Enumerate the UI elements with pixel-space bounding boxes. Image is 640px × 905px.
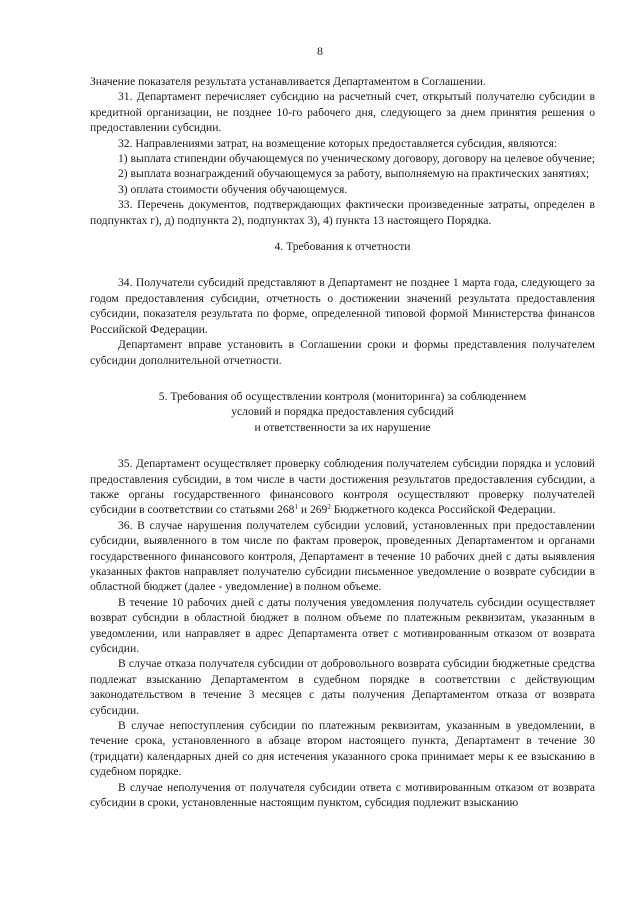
paragraph-31: 31. Департамент перечисляет субсидию на расчетный счет, открытый получателю субсидии в кредитной организации, не позднее 10-го рабочего дня, следующего за днем принятия решения о предоставлении субсидии.	[90, 90, 595, 135]
paragraph-35-text-1: 35. Департамент осуществляет проверку соблюдения получателем субсидии порядка и условий предоставления субсидии, в том числе в части достижения результатов предоставления субсидии, а также органы государственного финансового контроля осуществляют проверку получателей субсидии в соответствии со статьями 268	[90, 457, 595, 517]
section-5-heading-line-1: 5. Требования об осуществлении контроля (мониторинга) за соблюдением	[158, 389, 527, 403]
list-item-1: 1) выплата стипендии обучающемуся по ученическому договору, договору на целевое обучение;	[118, 152, 595, 166]
list-item-3: 3) оплата стоимости обучения обучающемуся.	[118, 182, 348, 196]
paragraph-36-return: В течение 10 рабочих дней с даты получения уведомления получатель субсидии осуществляет возврат субсидии в областной бюджет в полном объеме по платежным реквизитам, указанным в уведомлении, или направляет в адрес Департамента ответ с мотивированным отказом от возврата субсидии.	[90, 595, 595, 655]
paragraph-36-nonreceipt: В случае непоступления субсидии по платежным реквизитам, указанным в уведомлении, в течение срока, установленного в абзаце втором настоящего пункта, Департамент в течение 30 (тридцати) календарных дней со дня истечения указанного срока принимает меры к ее взысканию в судебном порядке.	[90, 719, 595, 779]
paragraph-33: 33. Перечень документов, подтверждающих фактически произведенные затраты, определен в подпунктах г), д) подпункта 2), подпунктах 3), 4) пункта 13 настоящего Порядка.	[90, 198, 595, 227]
paragraph-36: 36. В случае нарушения получателем субсидии условий, установленных при предоставлении субсидии, выявленного в том числе по фактам проверок, проведенных Департаментом и органами государственного финансового контроля, Департамент в течение 10 рабочих дней с даты выявления указанных фактов направляет получателю субсидии письменное уведомление о возврате субсидии в областной бюджет (далее - уведомление) в полном объеме.	[90, 518, 595, 594]
paragraph-result-value: Значение показателя результата устанавливается Департаментом в Соглашении.	[90, 75, 486, 88]
section-5-heading	[90, 389, 595, 435]
page-content	[90, 74, 595, 810]
paragraph-36-refusal: В случае отказа получателя субсидии от добровольного возврата субсидии бюджетные средства подлежат взысканию Департаментом в судебном порядке в соответствии с действующим законодательством в течение 3 месяцев с даты получения Департаментом отказа от возврата субсидии.	[90, 657, 595, 717]
superscript-2: 2	[327, 503, 331, 512]
paragraph-34-extra: Департамент вправе установить в Соглашении сроки и формы представления получателем субсидии дополнительной отчетности.	[90, 338, 595, 367]
page-number: 8	[317, 44, 323, 58]
section-4-heading: 4. Требования к отчетности	[274, 240, 411, 254]
paragraph-35	[90, 456, 595, 518]
paragraph-35-text-2: и 269	[297, 503, 328, 517]
paragraph-36-no-answer: В случае неполучения от получателя субсидии ответа с мотивированным отказом от возврата субсидии в сроки, установленные настоящим пунктом, субсидия подлежит взысканию	[90, 780, 595, 810]
superscript-1: 1	[294, 503, 298, 512]
paragraph-34: 34. Получатели субсидий представляют в Департамент не позднее 1 марта года, следующего за годом предоставления субсидии, отчетность о достижении значений результата предоставления субсидии, показателя результата по форме, определенной типовой формой Министерства финансов Российской Федерации.	[90, 276, 595, 336]
list-item-2: 2) выплата вознаграждений обучающемуся за работу, выполняемую на практических занятиях;	[118, 167, 590, 181]
paragraph-35-text-3: Бюджетного кодекса Российской Федерации.	[330, 503, 556, 517]
section-5-heading-line-2: условий и порядка предоставления субсидий	[231, 405, 454, 419]
paragraph-32: 32. Направлениями затрат, на возмещение которых предоставляется субсидия, являются:	[118, 136, 558, 150]
section-5-heading-line-3: и ответственности за их нарушение	[254, 420, 431, 434]
